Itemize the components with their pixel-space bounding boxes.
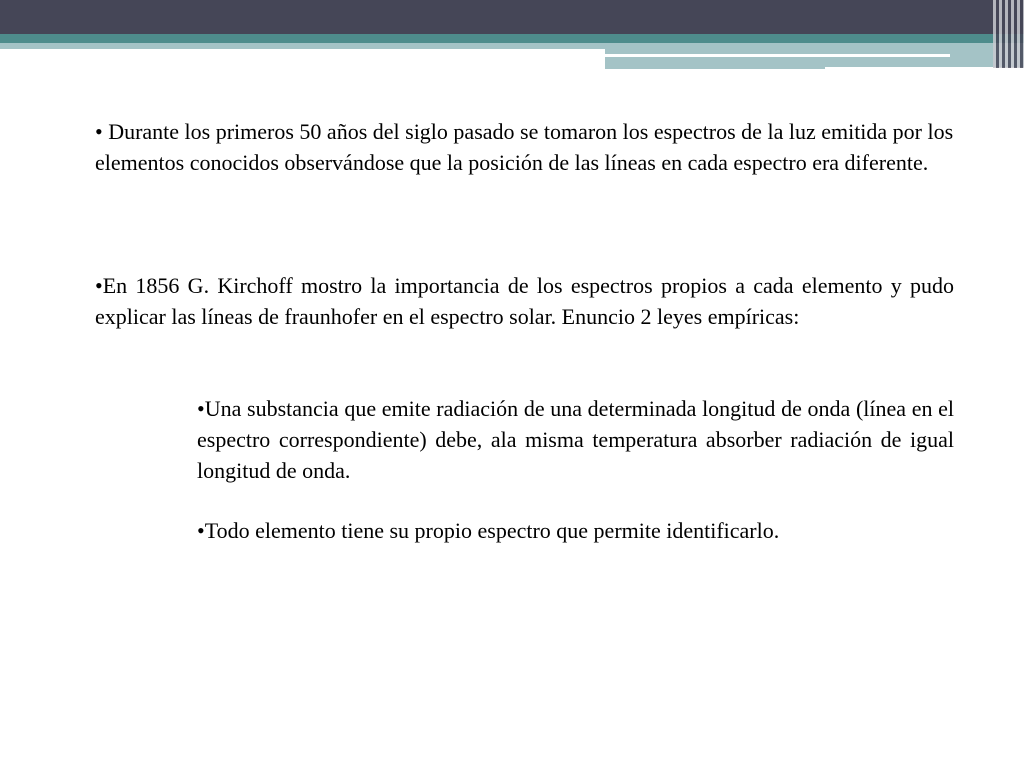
header-dark-bar bbox=[0, 0, 1024, 34]
law-1-bullet: •Una substancia que emite radiación de una determinada longitud de onda (línea en el espectro correspondiente) debe, ala misma temperatura absorber radiación de igual longitud de onda. bbox=[197, 396, 954, 483]
header-white-line bbox=[605, 54, 950, 57]
paragraph-kirchoff: •En 1856 G. Kirchoff mostro la importancia de los espectros propios a cada elemento y pudo explicar las líneas de fraunhofer en el espectro solar. Enuncio 2 leyes empíricas: bbox=[95, 273, 954, 329]
header-stripes bbox=[993, 0, 1024, 68]
law-2-bullet: •Todo elemento tiene su propio espectro que permite identificarlo. bbox=[197, 518, 780, 543]
paragraph-durante: • Durante los primeros 50 años del siglo pasado se tomaron los espectros de la luz emitida por los elementos conocidos observándose que la posición de las líneas en cada espectro era diferente. bbox=[95, 119, 954, 175]
header-teal-bar bbox=[0, 34, 1024, 43]
header-accent-line bbox=[605, 66, 825, 69]
header-light-band bbox=[0, 43, 605, 49]
